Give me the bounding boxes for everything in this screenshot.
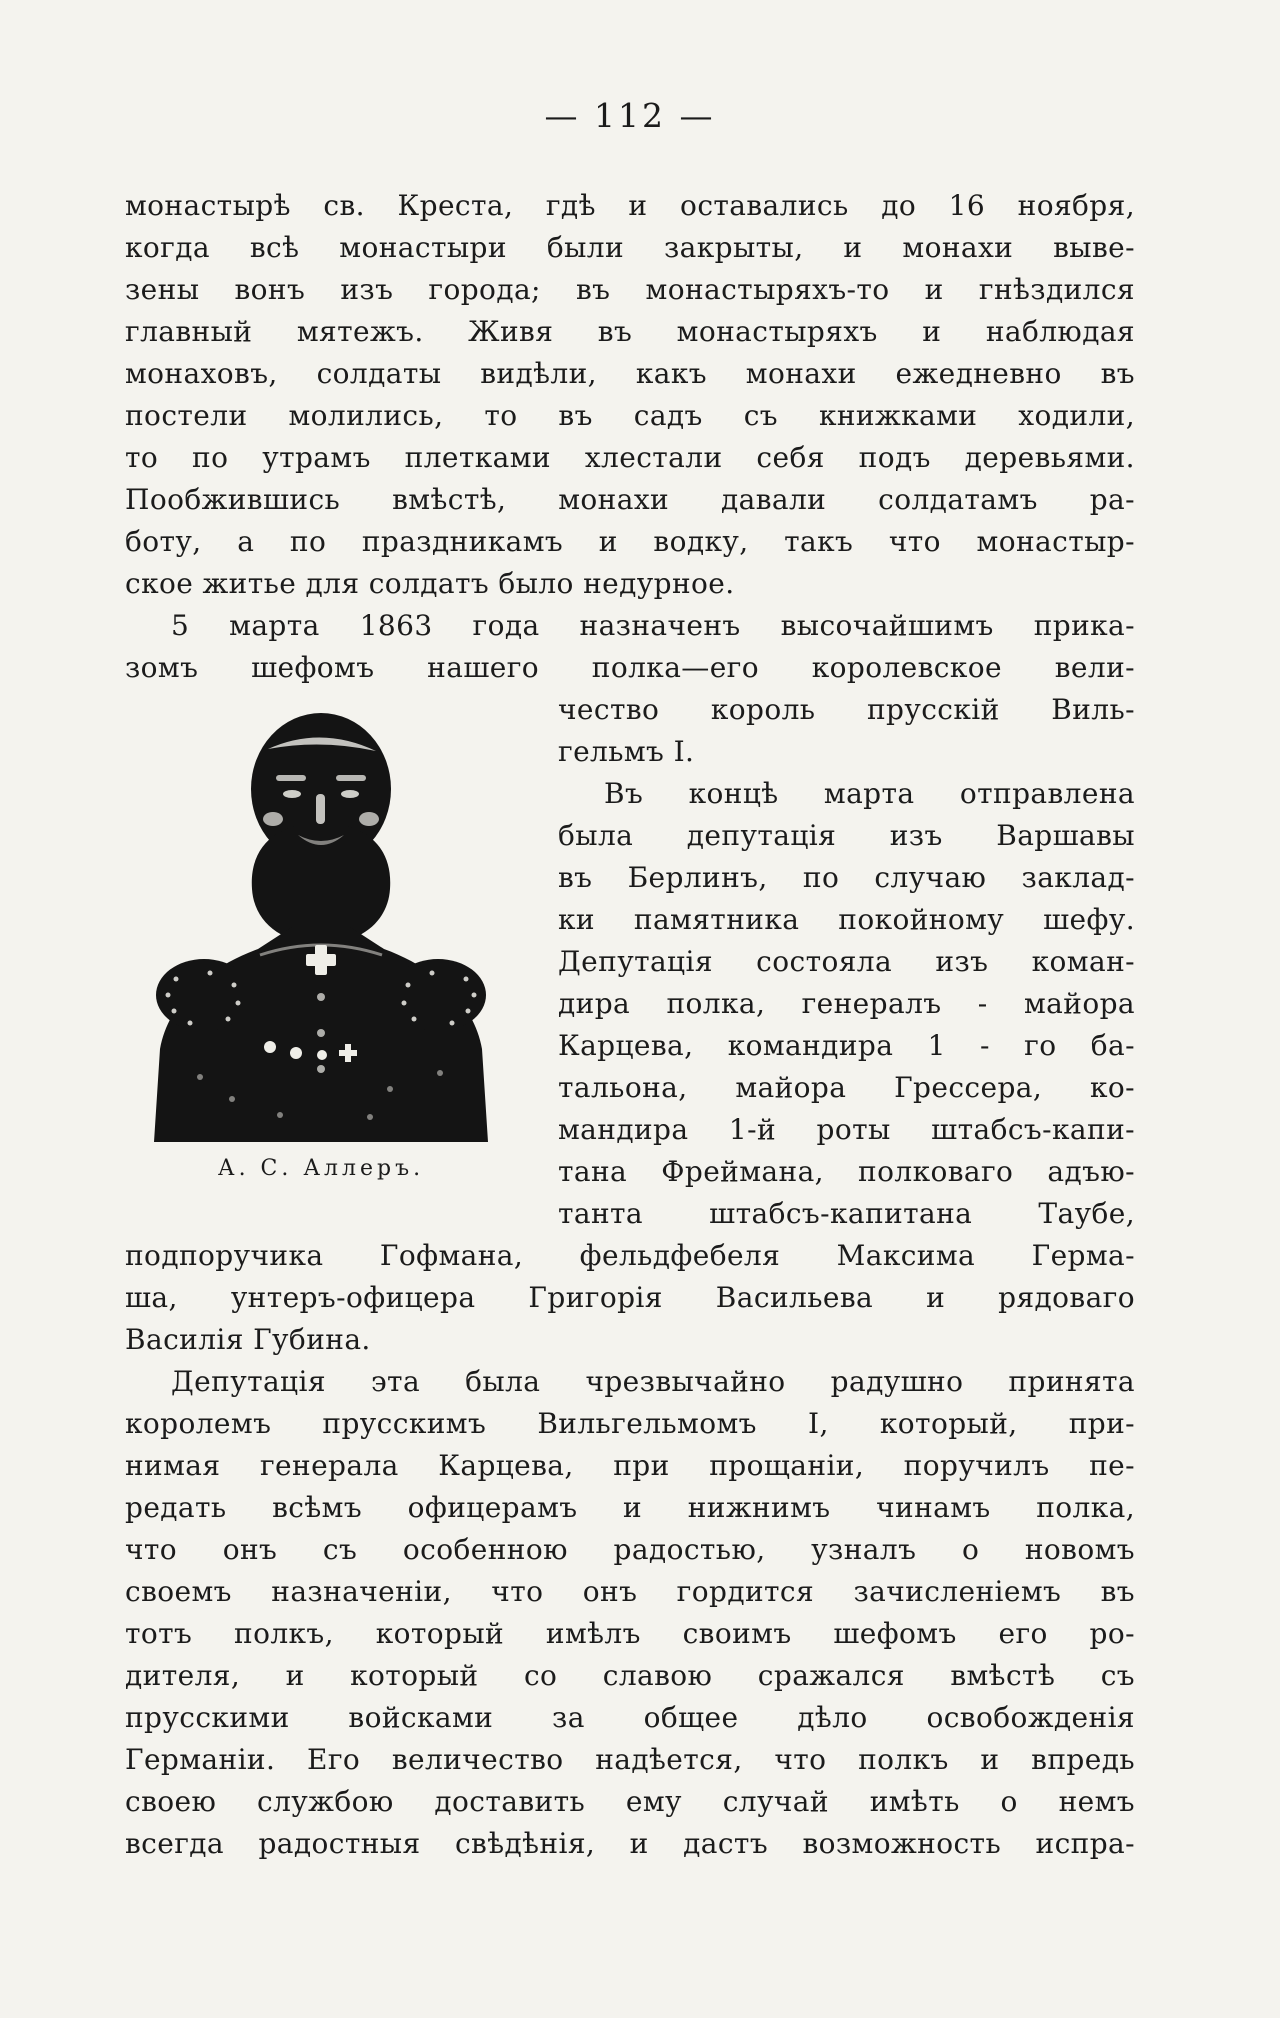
text-line: гельмъ I. [558, 735, 695, 768]
text-line: была депутація изъ Варшавы [558, 819, 1135, 852]
text-line: Карцева, командира 1 - го ба- [558, 1029, 1135, 1062]
text-line: тана Фреймана, полковаго адъю- [558, 1155, 1135, 1188]
text-line: своею службою доставить ему случай имѣть о немъ [125, 1785, 1135, 1818]
text-line: ша, унтеръ-офицера Григорія Васильева и рядоваго [125, 1281, 1135, 1314]
text-line: дителя, и который со славою сражался вмѣстѣ съ [125, 1659, 1135, 1692]
text-line: Въ концѣ марта отправлена [604, 777, 1135, 810]
figure-caption: А. С. Аллеръ. [217, 1156, 425, 1181]
page-number: — 112 — [544, 96, 716, 135]
wrapped-text-column [558, 689, 1135, 1235]
text-line: своемъ назначеніи, что онъ гордится зачисленіемъ въ [125, 1575, 1135, 1608]
portrait-of-officer-illustration [140, 697, 502, 1142]
text-line: боту, а по праздникамъ и водку, такъ что монастыр- [125, 525, 1135, 558]
text-line: тотъ полкъ, который имѣлъ своимъ шефомъ его ро- [125, 1617, 1135, 1650]
text-line: чество король прусскій Виль- [558, 693, 1135, 726]
text-line: королемъ прусскимъ Вильгельмомъ I, который, при- [125, 1407, 1135, 1440]
text-line: мандира 1-й роты штабсъ-капи- [558, 1113, 1135, 1146]
text-line: ское житье для солдатъ было недурное. [125, 567, 735, 600]
page-content [125, 185, 1135, 1865]
text-line: подпоручика Гофмана, фельдфебеля Максима Герма- [125, 1239, 1135, 1272]
paragraph-reception [125, 1361, 1135, 1865]
text-line: когда всѣ монастыри были закрыты, и монахи выве- [125, 231, 1135, 264]
text-line: 5 марта 1863 года назначенъ высочайшимъ прика- [171, 609, 1135, 642]
text-line: что онъ съ особенною радостью, узналъ о новомъ [125, 1533, 1135, 1566]
text-line: Депутація состояла изъ коман- [558, 945, 1135, 978]
text-line: Василія Губина. [125, 1323, 371, 1356]
text-line: въ Берлинъ, по случаю заклад- [558, 861, 1135, 894]
text-line: танта штабсъ-капитана Таубе, [558, 1197, 1135, 1230]
text-line: нимая генерала Карцева, при прощаніи, поручилъ пе- [125, 1449, 1135, 1482]
text-line: Германіи. Его величество надѣется, что полкъ и впредь [125, 1743, 1135, 1776]
paragraph-monastery [125, 185, 1135, 605]
text-line: зены вонъ изъ города; въ монастыряхъ-то и гнѣздился [125, 273, 1135, 306]
text-line: главный мятежъ. Живя въ монастыряхъ и наблюдая [125, 315, 1135, 348]
text-line: монаховъ, солдаты видѣли, какъ монахи ежедневно въ [125, 357, 1135, 390]
figure [125, 689, 558, 1181]
figure-and-text-row [125, 689, 1135, 1235]
text-line: всегда радостныя свѣдѣнія, и дастъ возможность испра- [125, 1827, 1135, 1860]
text-line: редать всѣмъ офицерамъ и нижнимъ чинамъ полка, [125, 1491, 1135, 1524]
text-line: монастырѣ св. Креста, гдѣ и оставались до 16 ноября, [125, 189, 1135, 222]
text-line: Пообжившись вмѣстѣ, монахи давали солдатамъ ра- [125, 483, 1135, 516]
text-line: зомъ шефомъ нашего полка—его королевское вели- [125, 651, 1135, 684]
paragraph-appointment [125, 605, 1135, 689]
text-line: тальона, майора Грессера, ко- [558, 1071, 1135, 1104]
portrait-image [140, 697, 502, 1142]
text-line: то по утрамъ плетками хлестали себя подъ деревьями. [125, 441, 1135, 474]
text-line: ки памятника покойному шефу. [558, 903, 1135, 936]
text-line: дира полка, генералъ - майора [558, 987, 1135, 1020]
text-line: Депутація эта была чрезвычайно радушно принята [171, 1365, 1135, 1398]
paragraph-deputation-members [125, 1235, 1135, 1361]
text-line: прусскими войсками за общее дѣло освобожденія [125, 1701, 1135, 1734]
text-line: постели молились, то въ садъ съ книжками ходили, [125, 399, 1135, 432]
